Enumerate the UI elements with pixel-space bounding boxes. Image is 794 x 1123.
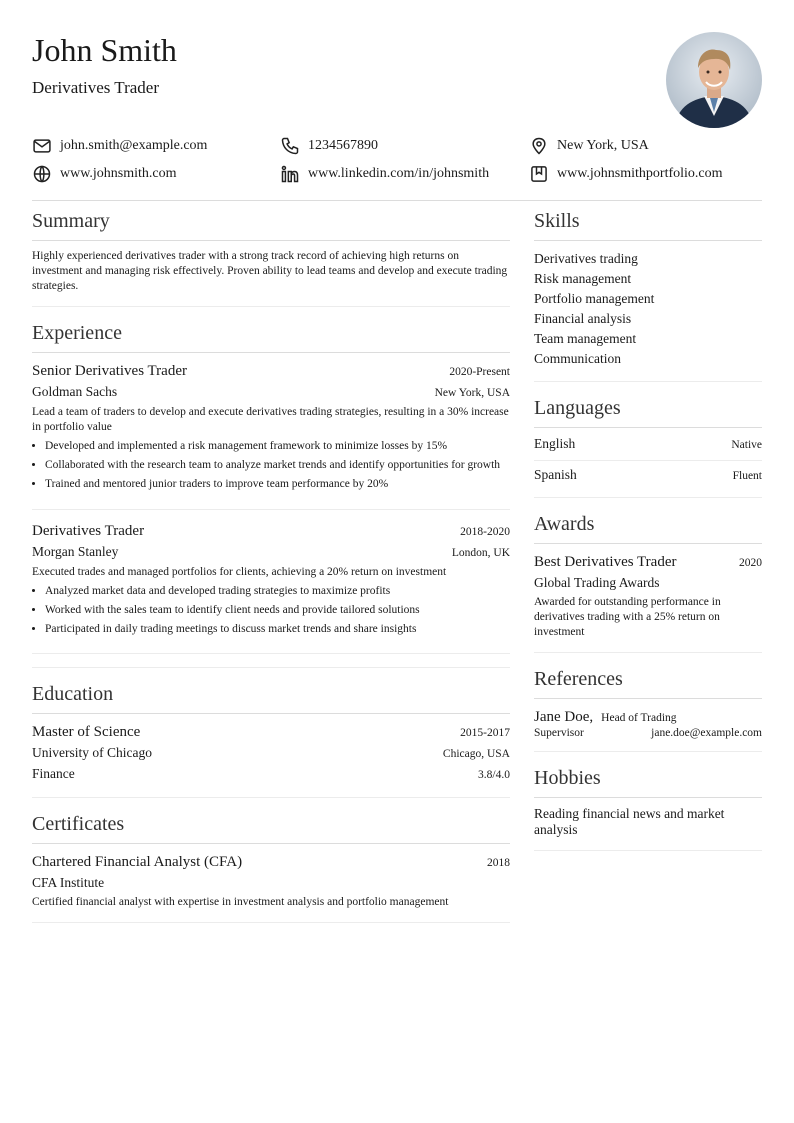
education-section	[32, 681, 510, 798]
language-row	[534, 461, 762, 491]
award-issuer: Global Trading Awards	[534, 575, 660, 590]
experience-bullets	[32, 439, 510, 492]
certificate-name: Chartered Financial Analyst (CFA)	[32, 854, 243, 870]
education-school: University of Chicago	[32, 745, 152, 760]
experience-description: Lead a team of traders to develop and execute derivatives trading strategies, resulting in a 30% increase in portfolio value	[32, 406, 509, 433]
education-dates: 2015-2017	[460, 727, 510, 739]
awards-heading: Awards	[534, 511, 762, 544]
experience-company: Goldman Sachs	[32, 384, 118, 399]
certificates-heading: Certificates	[32, 811, 510, 844]
experience-dates: 2020-Present	[449, 366, 510, 378]
contact-location	[529, 134, 649, 158]
language-row	[534, 430, 762, 461]
right-column	[534, 208, 762, 864]
bullet-item: • Collaborated with the research team to analyze market trends and identify opportunities for growth	[45, 458, 510, 473]
summary-heading: Summary	[32, 208, 510, 241]
bookmark-box-icon	[529, 164, 549, 184]
skill-item: Derivatives trading	[534, 251, 638, 266]
phone-icon	[280, 136, 300, 156]
bullet-item: • Developed and implemented a risk management framework to minimize losses by 15%	[45, 439, 510, 454]
skill-item: Risk management	[534, 271, 632, 286]
linkedin-text: www.linkedin.com/in/johnsmith	[308, 166, 490, 181]
bullet-item: • Trained and mentored junior traders to improve team performance by 20%	[45, 477, 510, 492]
language-name: English	[534, 436, 576, 451]
hobby-text: Reading financial news and market analysis	[534, 806, 725, 837]
experience-location: London, UK	[451, 547, 510, 559]
skills-heading: Skills	[534, 208, 762, 241]
experience-dates: 2018-2020	[460, 526, 510, 538]
hobbies-heading: Hobbies	[534, 765, 762, 798]
website-text: www.johnsmith.com	[60, 166, 177, 181]
certificate-description: Certified financial analyst with expertise in investment analysis and portfolio management	[32, 896, 449, 908]
hobbies-section	[534, 765, 762, 851]
contact-website[interactable]	[32, 162, 177, 186]
experience-heading: Experience	[32, 320, 510, 353]
skill-item: Communication	[534, 351, 621, 366]
experience-company: Morgan Stanley	[32, 544, 119, 559]
education-heading: Education	[32, 681, 510, 714]
experience-location: New York, USA	[434, 387, 510, 399]
contact-portfolio[interactable]	[529, 162, 723, 186]
award-description: Awarded for outstanding performance in derivatives trading with a 25% return on investment	[534, 596, 721, 638]
mail-icon	[32, 136, 52, 156]
languages-section	[534, 395, 762, 498]
experience-entry	[32, 521, 510, 654]
contact-linkedin[interactable]	[280, 162, 489, 186]
education-field: Finance	[32, 766, 75, 781]
skills-section	[534, 208, 762, 382]
skill-item: Team management	[534, 331, 637, 346]
contact-email[interactable]	[32, 134, 207, 158]
linkedin-icon	[280, 164, 300, 184]
reference-name: Jane Doe,	[534, 709, 594, 725]
awards-section	[534, 511, 762, 653]
contact-phone[interactable]	[280, 134, 378, 158]
references-heading: References	[534, 666, 762, 699]
summary-section	[32, 208, 510, 307]
job-title: Derivatives Trader	[32, 78, 160, 97]
experience-section	[32, 320, 510, 668]
award-title: Best Derivatives Trader	[534, 554, 677, 570]
reference-role: Head of Trading	[601, 712, 677, 724]
certificate-issuer: CFA Institute	[32, 875, 105, 890]
education-location: Chicago, USA	[442, 748, 510, 760]
experience-description: Executed trades and managed portfolios for clients, achieving a 20% return on investment	[32, 566, 447, 578]
email-text: john.smith@example.com	[60, 138, 208, 153]
full-name: John Smith	[32, 32, 177, 68]
education-degree: Master of Science	[32, 724, 141, 740]
profile-photo	[666, 32, 762, 128]
language-name: Spanish	[534, 467, 577, 482]
reference-email[interactable]: jane.doe@example.com	[651, 727, 762, 739]
skill-item: Financial analysis	[534, 311, 632, 326]
reference-relation: Supervisor	[534, 727, 584, 739]
bullet-item: • Analyzed market data and developed trading strategies to maximize profits	[45, 584, 510, 599]
portfolio-text: www.johnsmithportfolio.com	[557, 166, 723, 181]
language-level: Fluent	[732, 470, 762, 482]
language-level: Native	[731, 439, 762, 451]
experience-entry	[32, 361, 510, 510]
bullet-item: • Worked with the sales team to identify client needs and provide tailored solutions	[45, 603, 510, 618]
bullet-item: • Participated in daily trading meetings to discuss market trends and share insights	[45, 622, 510, 637]
certificates-section	[32, 811, 510, 923]
award-year: 2020	[739, 557, 762, 569]
location-text: New York, USA	[557, 138, 649, 153]
experience-job-title: Senior Derivatives Trader	[32, 363, 187, 379]
phone-text: 1234567890	[308, 138, 378, 153]
summary-text: Highly experienced derivatives trader with a strong track record of achieving high returns on investment and managing risk effectively. Proven ability to lead teams and develop and execute trading strategies.	[32, 250, 508, 292]
languages-heading: Languages	[534, 395, 762, 428]
experience-job-title: Derivatives Trader	[32, 523, 145, 539]
globe-icon	[32, 164, 52, 184]
education-gpa: 3.8/4.0	[478, 769, 510, 781]
experience-bullets	[32, 584, 510, 637]
location-pin-icon	[529, 136, 549, 156]
header-divider	[32, 200, 762, 201]
skill-item: Portfolio management	[534, 291, 655, 306]
references-section	[534, 666, 762, 752]
certificate-year: 2018	[487, 857, 510, 869]
left-column	[32, 208, 510, 936]
